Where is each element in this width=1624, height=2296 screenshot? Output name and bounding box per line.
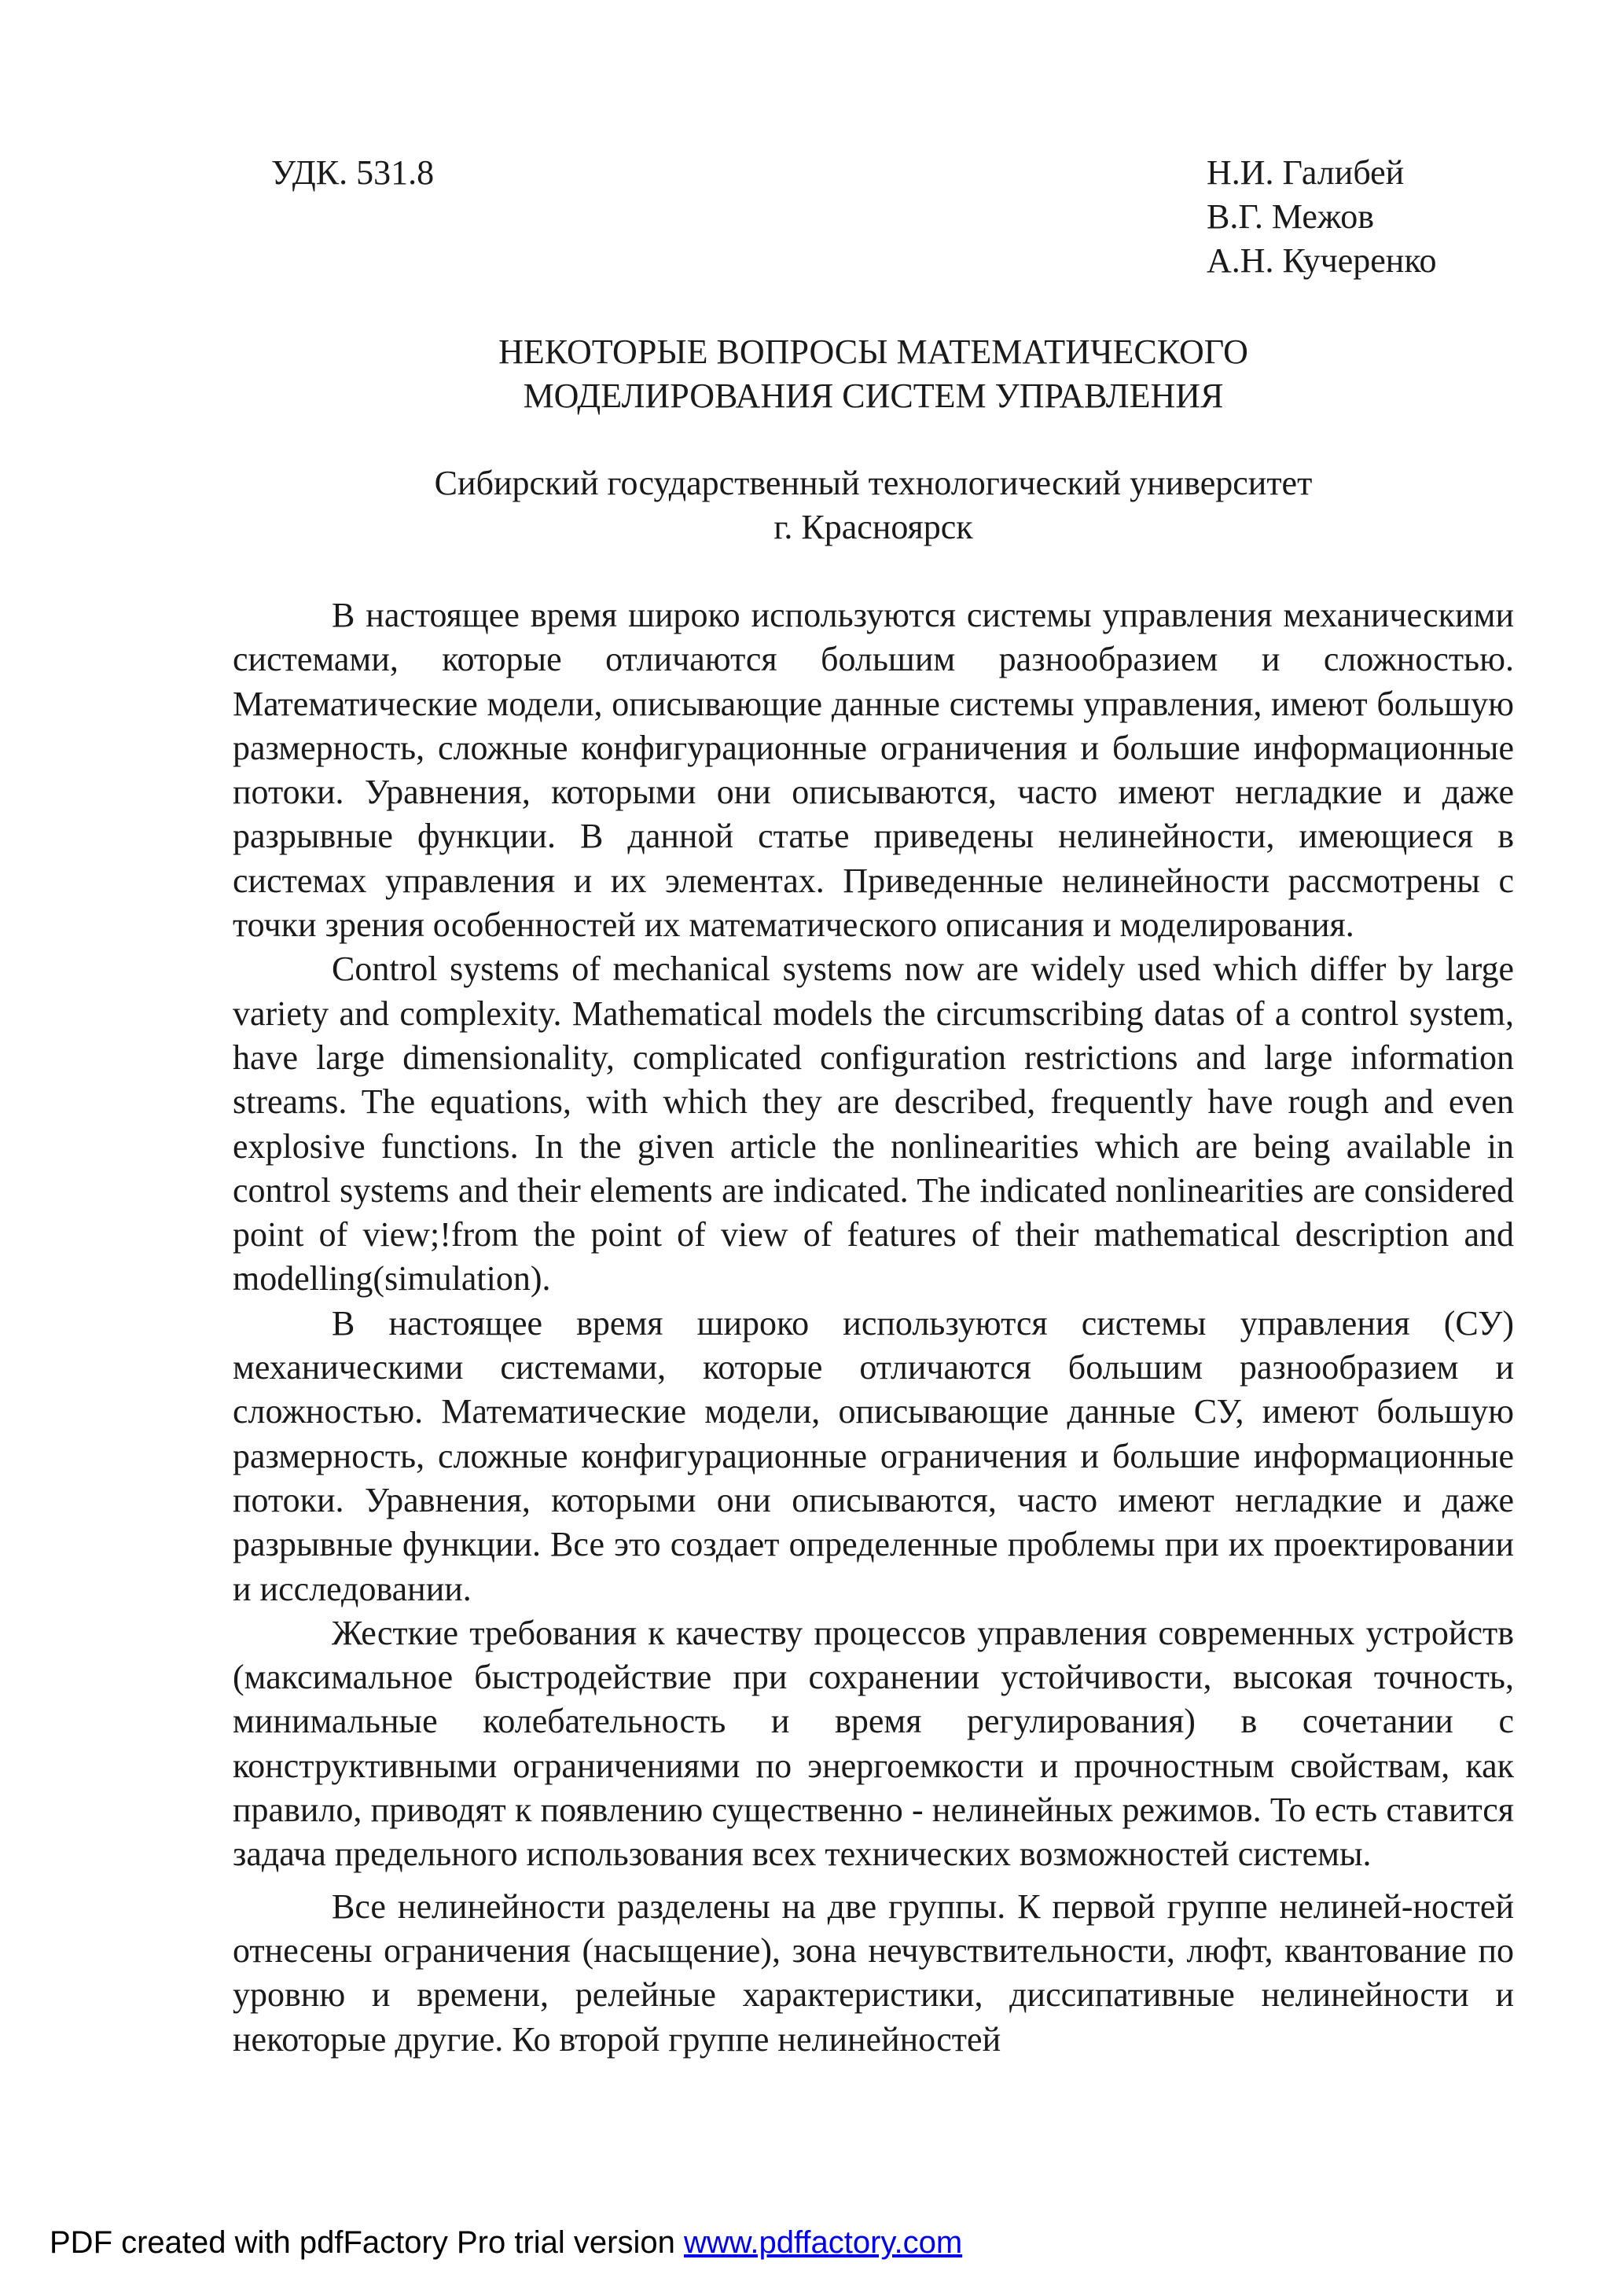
body-text bbox=[233, 593, 1514, 2062]
author-list bbox=[1207, 151, 1436, 283]
body-paragraph: Жесткие требования к качеству процессов управления современных устройств (максимальное быстродействие при сохранении устойчивости, высокая точность, минимальные колебательность и время регулирования) в сочетании с конструктивными ограничениями по энергоемкости и прочностным свойствам, как правило, приводят к появлению существенно - нелинейных режимов. То есть ставится задача предельного использования всех технических возможностей системы. bbox=[233, 1613, 1514, 1874]
paper-title bbox=[233, 330, 1514, 418]
udk-code: УДК. 531.8 bbox=[271, 153, 435, 192]
abstract-en: Control systems of mechanical systems now are widely used which differ by large variety and complexity. Mathematical models the circumscribing datas of a control system, have large dimensionality, complicated configuration restrictions and large information streams. The equations, with which they are described, frequently have rough and even explosive functions. In the given article the nonlinearities which are being available in control systems and their elements are indicated. The indicated nonlinearities are considered point of view;!from the point of view of features of their mathematical description and modelling(simulation). bbox=[233, 950, 1514, 1299]
footer-text: PDF created with pdfFactory Pro trial version bbox=[50, 2225, 684, 2260]
author-name: А.Н. Кучеренко bbox=[1207, 241, 1437, 280]
body-paragraph: Все нелинейности разделены на две группы. К первой группе нелиней-ностей отнесены ограничения (насыщение), зона нечувствительности, люфт, квантование по уровню и времени, релейные характеристики, диссипативные нелинейности и некоторые другие. Ко второй группе нелинейностей bbox=[233, 1886, 1514, 2059]
abstract-ru: В настоящее время широко используются системы управления механическими системами, которые отличаются большим разнообразием и сложностью. Математические модели, описывающие данные системы управления, имеют большую размерность, сложные конфигурационные ограничения и большие информационные потоки. Уравнения, которыми они описываются, часто имеют негладкие и даже разрывные функции. В данной статье приведены нелинейности, имеющиеся в системах управления и их элементах. Приведенные нелинейности рассмотрены с точки зрения особенностей их математического описания и моделирования. bbox=[233, 596, 1514, 945]
paper-title-line: НЕКОТОРЫЕ ВОПРОСЫ МАТЕМАТИЧЕСКОГО bbox=[498, 332, 1248, 371]
author-name: Н.И. Галибей bbox=[1207, 153, 1405, 192]
pdf-footer bbox=[50, 2223, 962, 2262]
affiliation bbox=[233, 461, 1514, 549]
affiliation-university: Сибирский государственный технологический университет bbox=[434, 464, 1313, 502]
footer-link[interactable]: www.pdffactory.com bbox=[683, 2225, 963, 2260]
paper-title-line: МОДЕЛИРОВАНИЯ СИСТЕМ УПРАВЛЕНИЯ bbox=[523, 377, 1224, 415]
affiliation-city: г. Красноярск bbox=[773, 508, 973, 546]
author-name: В.Г. Межов bbox=[1207, 197, 1374, 236]
body-paragraph: В настоящее время широко используются системы управления (СУ) механическими системами, которые отличаются большим разнообразием и сложностью. Математические модели, описывающие данные СУ, имеют большую размерность, сложные конфигурационные ограничения и большие информационные потоки. Уравнения, которыми они описываются, часто имеют негладкие и даже разрывные функции. Все это создает определенные проблемы при их проектировании и исследовании. bbox=[233, 1303, 1514, 1608]
